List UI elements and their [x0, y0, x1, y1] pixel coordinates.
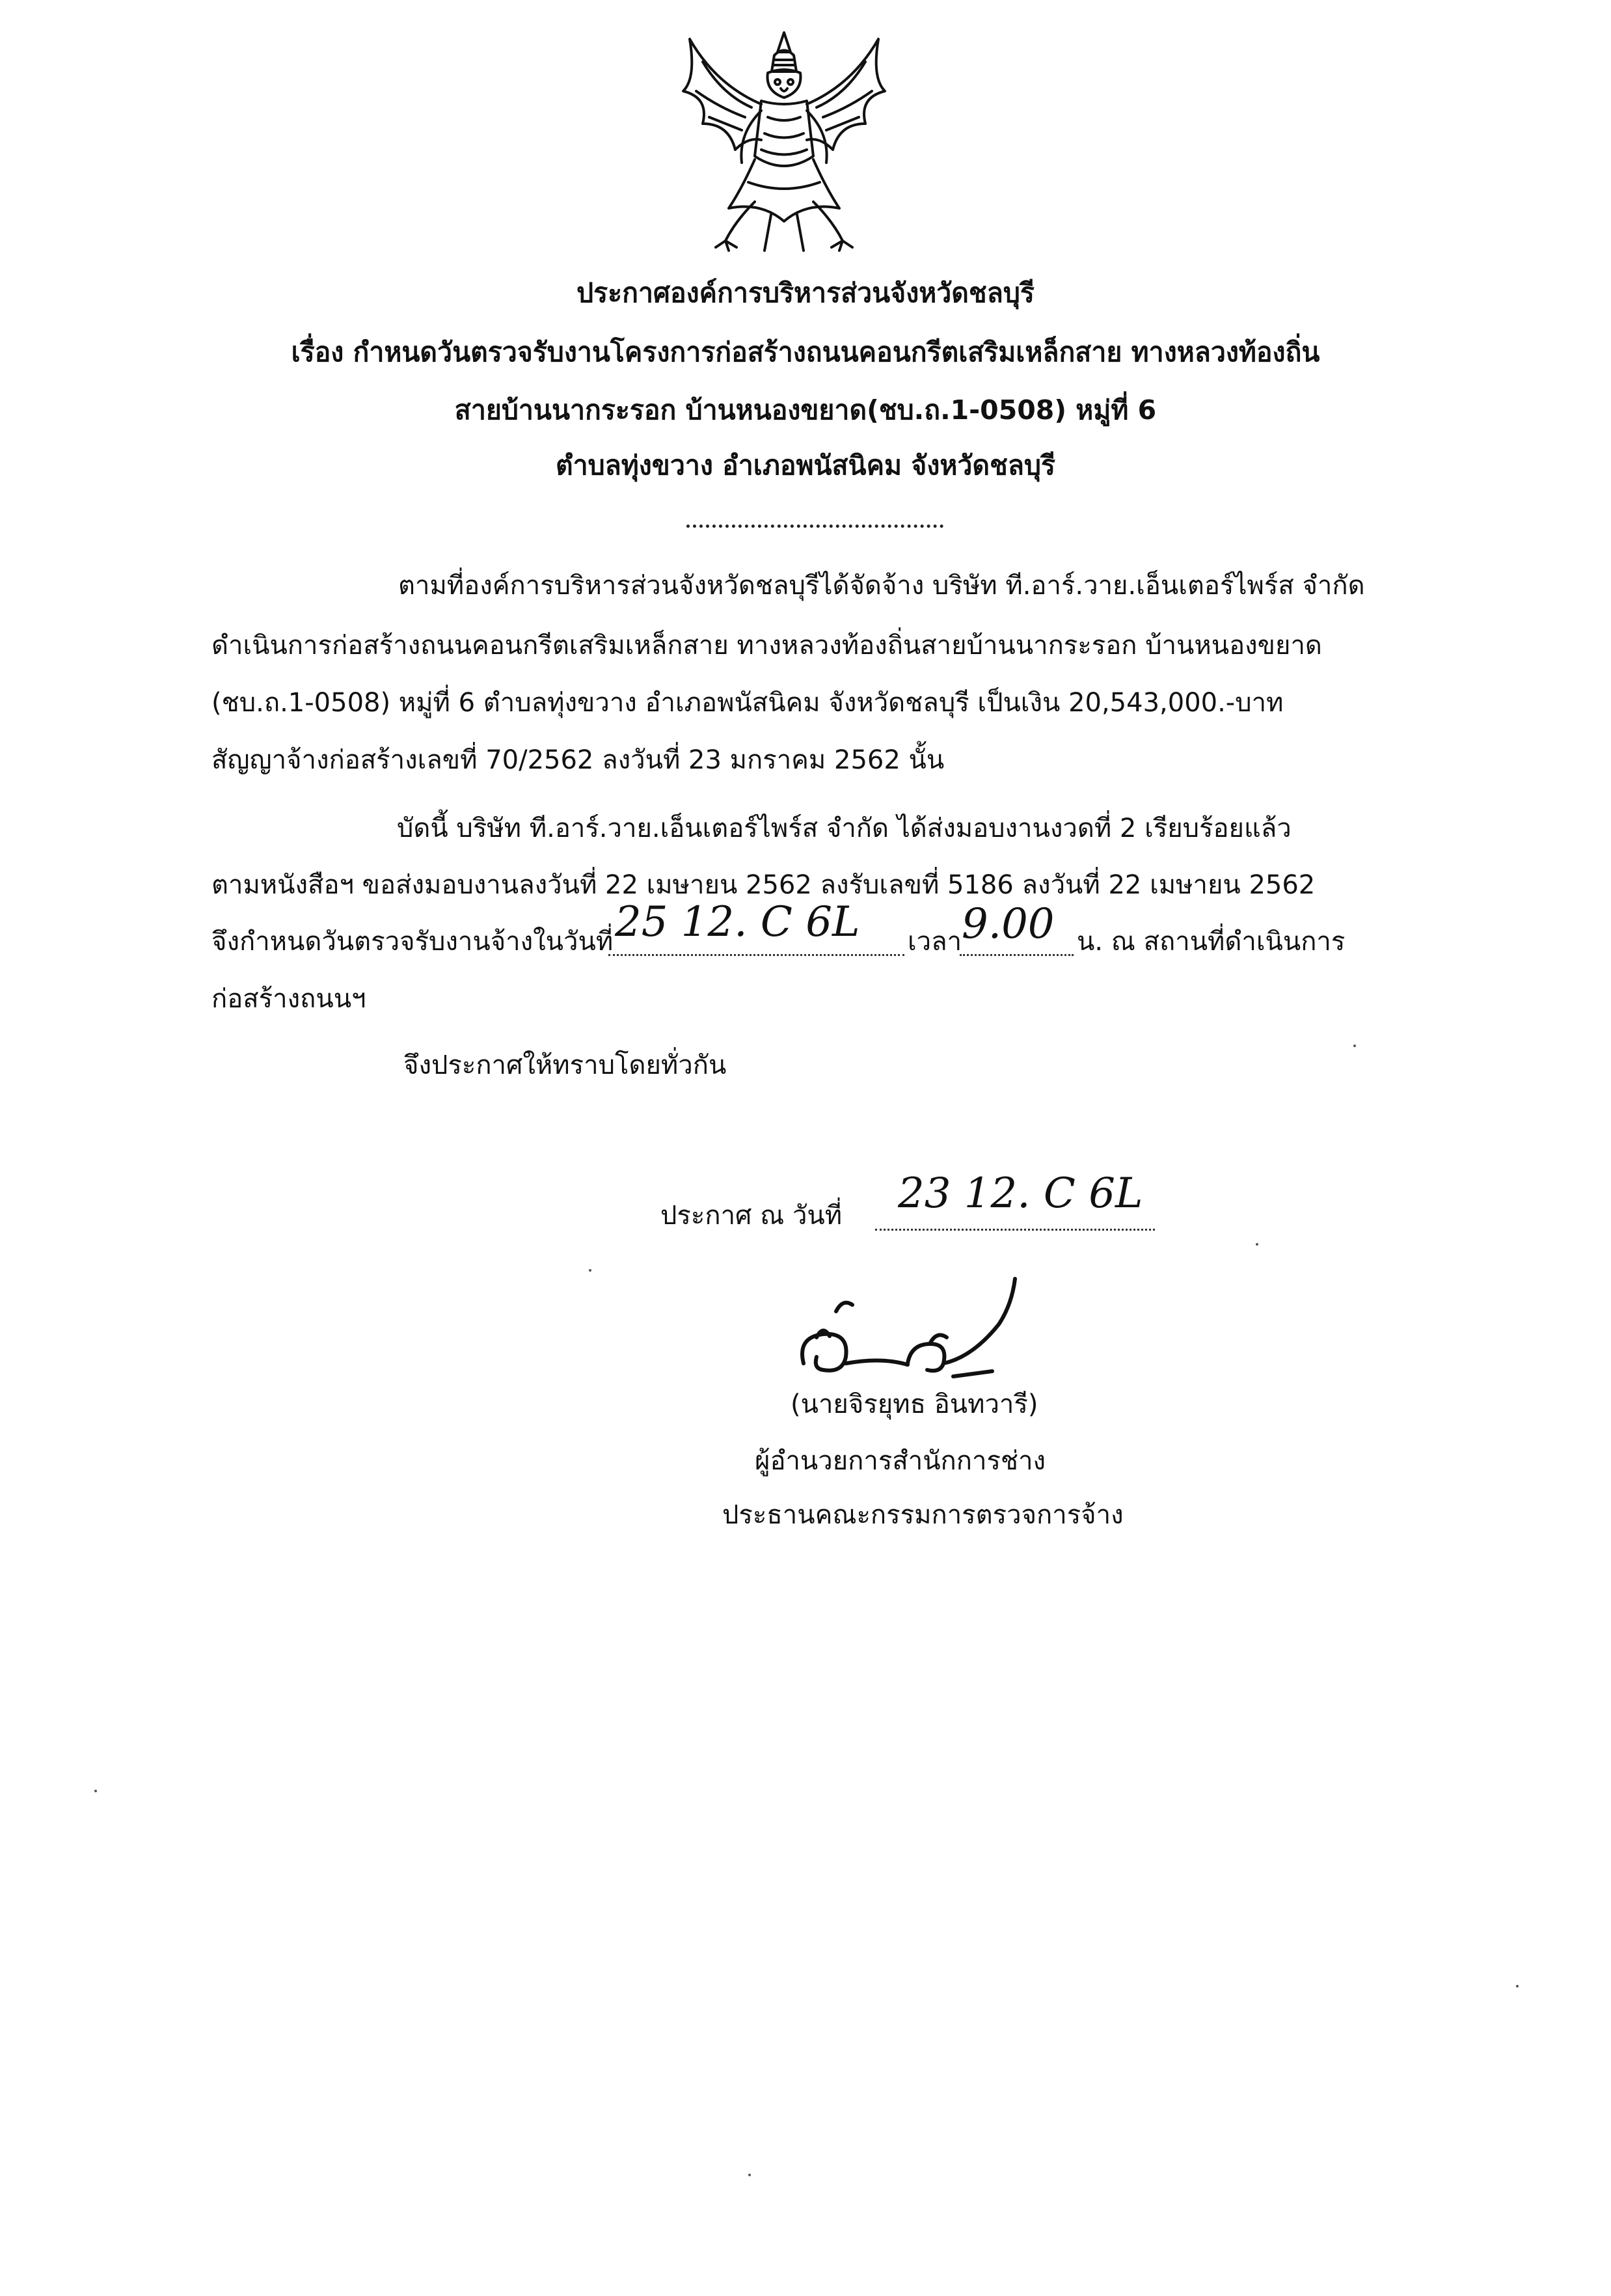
scan-speck — [94, 1790, 97, 1792]
signatory-position-1: ผู้อำนวยการสำนักการช่าง — [755, 1446, 1046, 1476]
signatory-name: (นายจิรยุทธ อินทวารี) — [791, 1389, 1038, 1419]
scan-speck — [748, 2174, 751, 2176]
paragraph2-line1: บัดนี้ บริษัท ที.อาร์.วาย.เอ็นเตอร์ไพร์ส จำกัด ได้ส่งมอบงานงวดที่ 2 เรียบร้อยแล้ว — [397, 813, 1292, 843]
announce-date-field-line — [875, 1229, 1155, 1231]
paragraph2-line2: ตามหนังสือฯ ขอส่งมอบงานลงวันที่ 22 เมษายน 2562 ลงรับเลขที่ 5186 ลงวันที่ 22 เมษายน 2562 — [211, 870, 1316, 900]
handwritten-signature-icon — [778, 1259, 1103, 1396]
subject-line-1: เรื่อง กำหนดวันตรวจรับงานโครงการก่อสร้างถนนคอนกรีตเสริมเหล็กสาย ทางหลวงท้องถิ่น — [291, 336, 1320, 368]
inspection-date-prefix: จึงกำหนดวันตรวจรับงานจ้างในวันที่ — [211, 927, 614, 957]
garuda-emblem-icon — [664, 26, 904, 260]
paragraph1-line1: ตามที่องค์การบริหารส่วนจังหวัดชลบุรีได้จัดจ้าง บริษัท ที.อาร์.วาย.เอ็นเตอร์ไพร์ส จำกัด — [398, 571, 1365, 601]
inspection-date-handwritten: 25 12. C 6L — [615, 898, 860, 946]
paragraph1-line3: (ชบ.ถ.1-0508) หมู่ที่ 6 ตำบลทุ่งขวาง อำเภอพนัสนิคม จังหวัดชลบุรี เป็นเงิน 20,543,000.-บาท — [211, 688, 1284, 718]
scan-speck — [1353, 1045, 1356, 1047]
paragraph2-line4: ก่อสร้างถนนฯ — [211, 984, 366, 1014]
signatory-position-2: ประธานคณะกรรมการตรวจการจ้าง — [722, 1500, 1124, 1530]
subject-line-3: ตำบลทุ่งขวาง อำเภอพนัสนิคม จังหวัดชลบุรี — [555, 450, 1056, 481]
paragraph1-line4: สัญญาจ้างก่อสร้างเลขที่ 70/2562 ลงวันที่ 23 มกราคม 2562 นั้น — [211, 745, 945, 775]
paragraph1-line2: ดำเนินการก่อสร้างถนนคอนกรีตเสริมเหล็กสาย ทางหลวงท้องถิ่นสายบ้านนากระรอก บ้านหนองขยาด — [211, 631, 1322, 661]
scan-speck — [589, 1269, 591, 1272]
scan-speck — [1516, 1985, 1519, 1988]
announce-date-handwritten: 23 12. C 6L — [898, 1169, 1143, 1218]
announcement-title: ประกาศองค์การบริหารส่วนจังหวัดชลบุรี — [576, 277, 1035, 308]
dotted-divider — [686, 525, 943, 528]
subject-line-2: สายบ้านนากระรอก บ้านหนองขยาด(ชบ.ถ.1-0508) หมู่ที่ 6 — [454, 394, 1157, 426]
announce-date-label: ประกาศ ณ วันที่ — [660, 1201, 843, 1231]
scan-speck — [1256, 1243, 1258, 1246]
closing-statement: จึงประกาศให้ทราบโดยทั่วกัน — [403, 1050, 727, 1080]
time-label: เวลา — [908, 927, 962, 957]
inspection-place-suffix: น. ณ สถานที่ดำเนินการ — [1077, 927, 1346, 957]
time-field-line — [960, 954, 1074, 956]
inspection-time-handwritten: 9.00 — [962, 900, 1055, 948]
inspection-date-field-line — [608, 954, 904, 956]
